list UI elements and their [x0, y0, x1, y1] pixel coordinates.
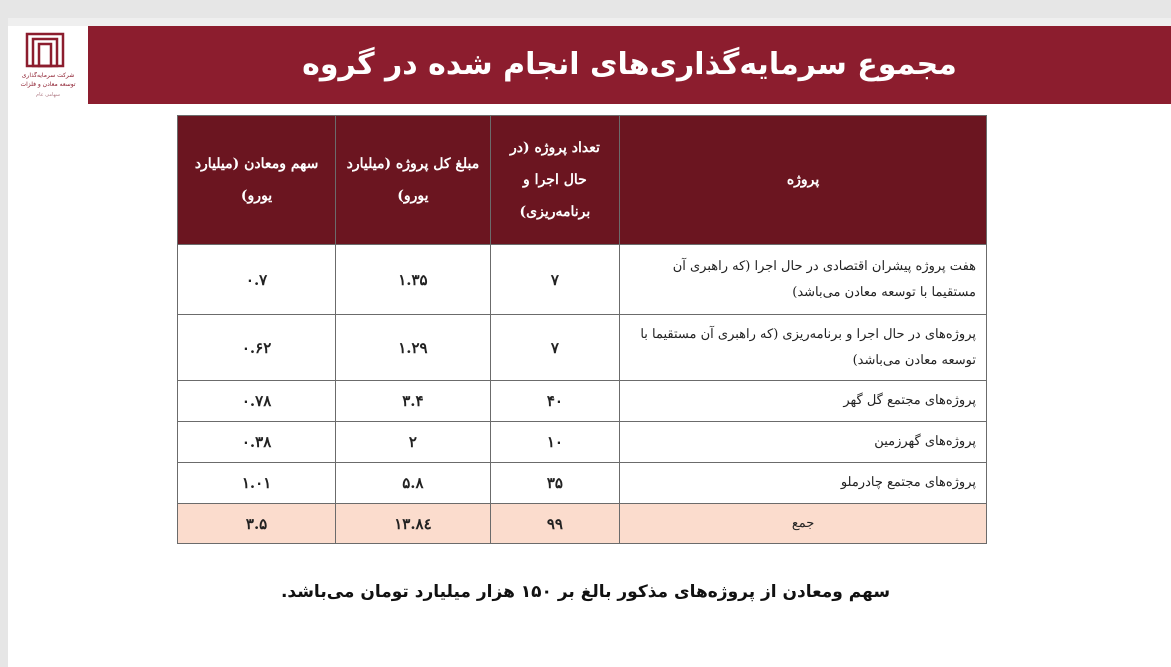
total-amount: ۱۳.۸٤	[336, 504, 491, 544]
total-row	[178, 504, 987, 544]
table-row	[178, 463, 987, 504]
top-strip	[8, 18, 1171, 26]
logo-text-line2: توسعه معادن و فلزات	[20, 81, 76, 88]
project-name: پروژه‌های در حال اجرا و برنامه‌ریزی (که راهبری آن مستقیما با توسعه معادن می‌باشد)	[620, 315, 987, 381]
project-name: پروژه‌های مجتمع گل گهر	[620, 381, 987, 422]
table-row	[178, 245, 987, 315]
total-share: ۳.۵	[178, 504, 336, 544]
total-label: جمع	[620, 504, 987, 544]
project-name: پروژه‌های گهرزمین	[620, 422, 987, 463]
project-amount: ۵.۸	[336, 463, 491, 504]
header-share: سهم ومعادن (میلیارد یورو)	[178, 116, 336, 245]
project-share: ۰.۶۲	[178, 315, 336, 381]
logo-text-line3: سهامی عام	[35, 92, 61, 98]
logo-text-line1: شرکت سرمایه‌گذاری	[21, 72, 75, 79]
project-amount: ۱.۳۵	[336, 245, 491, 315]
page-title: مجموع سرمایه‌گذاری‌های انجام شده در گروه	[302, 47, 957, 82]
table-row	[178, 381, 987, 422]
building-arch-logo-icon	[25, 32, 65, 68]
title-banner	[8, 26, 1171, 104]
header-count: تعداد پروژه (در حال اجرا و برنامه‌ریزی)	[490, 116, 619, 245]
project-share: ۱.۰۱	[178, 463, 336, 504]
project-share: ۰.۳۸	[178, 422, 336, 463]
investment-table	[177, 115, 987, 544]
project-amount: ۲	[336, 422, 491, 463]
project-name: پروژه‌های مجتمع چادرملو	[620, 463, 987, 504]
header-amount: مبلغ کل پروژه (میلیارد یورو)	[336, 116, 491, 245]
project-share: ۰.۷	[178, 245, 336, 315]
project-amount: ۳.۴	[336, 381, 491, 422]
company-logo	[8, 26, 90, 104]
table-header-row	[178, 116, 987, 245]
project-count: ۳۵	[490, 463, 619, 504]
total-count: ۹۹	[490, 504, 619, 544]
table-row	[178, 422, 987, 463]
project-count: ۴۰	[490, 381, 619, 422]
project-count: ۷	[490, 315, 619, 381]
header-project: پروژه	[620, 116, 987, 245]
project-amount: ۱.۲۹	[336, 315, 491, 381]
table-row	[178, 315, 987, 381]
project-name: هفت پروژه پیشران اقتصادی در حال اجرا (که راهبری آن مستقیما با توسعه معادن می‌باشد)	[620, 245, 987, 315]
project-share: ۰.۷۸	[178, 381, 336, 422]
footnote: سهم ومعادن از پروژه‌های مذکور بالغ بر ۱۵۰ هزار میلیارد تومان می‌باشد.	[280, 582, 891, 602]
project-count: ۷	[490, 245, 619, 315]
project-count: ۱۰	[490, 422, 619, 463]
